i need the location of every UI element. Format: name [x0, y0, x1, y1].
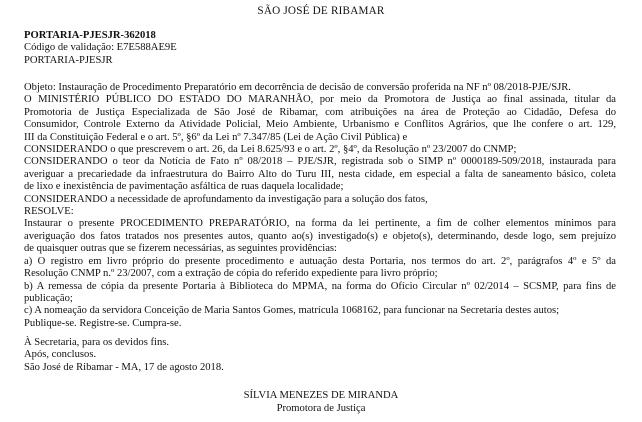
body-line: O MINISTÉRIO PÚBLICO DO ESTADO DO MARANHÃO, por meio da Promotora de Justiça ao final assinada, titular da: [24, 94, 616, 106]
signatory-role: Promotora de Justiça: [276, 402, 366, 414]
signatory-name: SÍLVIA MENEZES DE MIRANDA: [243, 390, 399, 401]
considerando-line: CONSIDERANDO a necessidade de aprofundamento da investigação para a solução dos fatos,: [24, 193, 428, 205]
item-b-line: b) A remessa de cópia da presente Portaria à Biblioteca do MPMA, na forma do Ofício Circular nº 02/2014 – SCSMP, para fins de: [24, 280, 616, 292]
body-line: de lixo e inexistência de pavimentação asfáltica de ruas daquela localidade;: [24, 181, 344, 193]
considerando-line: CONSIDERANDO o que prescrevem o art. 26, da Lei 8.625/93 e o art. 2º, §4º, da Resolução nº 23/2007 do CNMP;: [24, 144, 517, 156]
date-line: São José de Ribamar - MA, 17 de agosto 2018.: [24, 361, 224, 373]
body-line: Consumidor, Controle Externo da Atividade Policial, Meio Ambiente, Urbanismo e Conflitos Agrários, que lhe confere o art. 129,: [24, 119, 616, 131]
item-b-line: publicação;: [24, 292, 73, 304]
signature-block: [0, 390, 642, 415]
doc-title: PORTARIA-PJESJR-362018: [24, 30, 156, 41]
closing-line: Publique-se. Registre-se. Cumpra-se.: [24, 317, 182, 329]
validation-code: Código de validação: E7E588AE9E: [24, 42, 177, 54]
item-a-line: a) O registro em livro próprio do presente procedimento e autuação desta Portaria, nos termos do art. 2º, parágrafos 4º e 5º da: [24, 255, 616, 267]
body-line: averiguação dos fatos tratados nos presentes autos, quanto ao(s) investigado(s) e objeto(s), determinando, desde logo, sem prejuízo: [24, 230, 616, 242]
doc-type: PORTARIA-PJESJR: [24, 54, 113, 66]
closing-line: Após, conclusos.: [24, 349, 97, 361]
doc-body: [24, 82, 616, 330]
closing-line: À Secretaria, para os devidos fins.: [24, 337, 170, 348]
body-line: de quaisquer outras que se fizerem necessárias, as seguintes providências:: [24, 243, 337, 255]
header-city: SÃO JOSÉ DE RIBAMAR: [257, 5, 385, 17]
doc-closing: [24, 337, 616, 374]
body-line: averiguar a precariedade da infraestrutura do Bairro Alto do Turu III, nesta cidade, em especial a falta de saneamento básico, coleta: [24, 168, 616, 180]
object-line: Objeto: Instauração de Procedimento Preparatório em decorrência de decisão de conversão proferida na NF nº 08/2018-PJE/SJR.: [24, 82, 571, 93]
resolve-line: RESOLVE:: [24, 206, 74, 218]
doc-heading: [24, 30, 616, 67]
item-a-line: Resolução CNMP n.º 23/2007, com a extração de cópia do referido expediente para livro próprio;: [24, 268, 438, 280]
considerando-line: CONSIDERANDO o teor da Notícia de Fato nº 08/2018 – PJE/SJR, registrada sob o SIMP nº 0000189-509/2018, instaurada para: [24, 156, 616, 168]
body-line: Instaurar o presente PROCEDIMENTO PREPARATÓRIO, na forma da lei pertinente, a fim de colher elementos mínimos para: [24, 218, 616, 230]
body-line: III da Constituição Federal e o art. 5º, §6º da Lei nº 7.347/85 (Lei de Ação Civil Pública) e: [24, 131, 408, 143]
body-line: Promotoria de Justiça Especializada de São José de Ribamar, com atribuições na área de Proteção ao Cidadão, Defesa do: [24, 106, 616, 118]
item-c-line: c) A nomeação da servidora Conceição de Maria Santos Gomes, matrícula 1068162, para funcionar na Secretaria destes autos;: [24, 305, 560, 317]
